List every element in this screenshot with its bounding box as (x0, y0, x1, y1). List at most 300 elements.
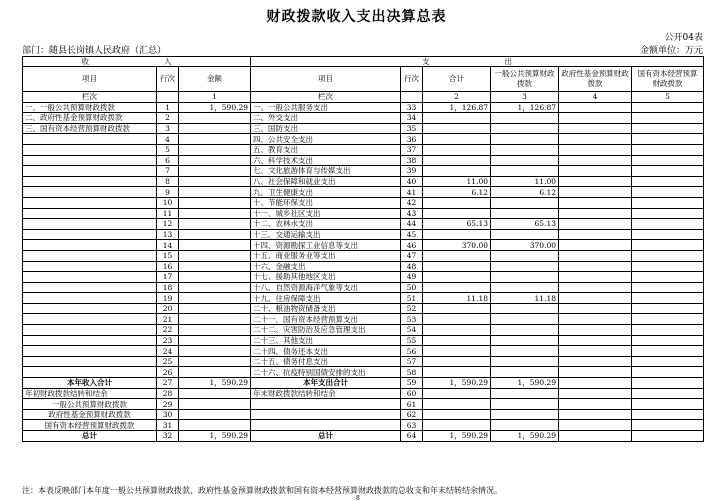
expense-fund (559, 303, 632, 314)
expense-item: 十四、资源勘探工业信息等支出 (251, 240, 401, 251)
expense-capital (632, 293, 704, 304)
footnote: 注：本表反映部门本年度一般公共预算财政拨款、政府性基金预算财政拨款和国有资本经营预算财政拨款的总收支和年末结转结余情况。 (22, 486, 502, 495)
expense-item: 十八、自然资源海洋气象等支出 (251, 282, 401, 293)
index-d: 4 (559, 92, 632, 103)
index-label2: 栏次 (251, 92, 401, 103)
expense-fund (559, 240, 632, 251)
income-item (23, 261, 157, 272)
carry-expense-capital (632, 409, 704, 420)
expense-row-no: 37 (401, 144, 423, 155)
income-amount (179, 229, 251, 240)
grand-total-general: 1，590.29 (491, 431, 559, 442)
income-item (23, 208, 157, 219)
expense-total: 11.00 (423, 176, 491, 187)
income-amount (179, 166, 251, 177)
income-row-no: 14 (157, 240, 179, 251)
expense-item: 十五、商业服务业等支出 (251, 250, 401, 261)
expense-capital (632, 282, 704, 293)
expense-total (423, 166, 491, 177)
carry-expense-row-no: 62 (401, 409, 423, 420)
expense-capital (632, 229, 704, 240)
expense-total: 1，126.87 (423, 102, 491, 113)
grand-total-label2: 总计 (251, 431, 401, 442)
expense-general: 11.18 (491, 293, 559, 304)
header-row: 行次 (157, 67, 179, 92)
expense-general (491, 303, 559, 314)
expense-general (491, 367, 559, 378)
year-total-row (23, 378, 704, 389)
carry-expense-fund (559, 420, 632, 431)
expense-row-no: 49 (401, 272, 423, 283)
income-row-no: 6 (157, 155, 179, 166)
carry-row (23, 388, 704, 399)
income-row-no: 17 (157, 272, 179, 283)
expense-fund (559, 219, 632, 230)
expense-capital (632, 113, 704, 124)
expense-fund (559, 134, 632, 145)
income-row-no: 12 (157, 219, 179, 230)
table-row (23, 134, 704, 145)
table-row (23, 250, 704, 261)
header-general: 一般公共预算财政拨款 (491, 67, 559, 92)
carry-income-item: 国有资本经营预算财政拨款 (23, 420, 157, 431)
income-row-no: 1 (157, 102, 179, 113)
expense-row-no: 56 (401, 346, 423, 357)
income-amount (179, 250, 251, 261)
carry-income-amount (179, 399, 251, 410)
carry-expense-general (491, 420, 559, 431)
income-amount (179, 176, 251, 187)
expense-general: 11.00 (491, 176, 559, 187)
carry-expense-row-no: 63 (401, 420, 423, 431)
table-row (23, 303, 704, 314)
grand-total-row (23, 431, 704, 442)
carry-expense-general (491, 388, 559, 399)
income-amount (179, 356, 251, 367)
year-expense-total-label: 本年支出合计 (251, 378, 401, 389)
expense-general (491, 113, 559, 124)
expense-item: 二十、粮油物资储备支出 (251, 303, 401, 314)
income-item (23, 240, 157, 251)
expense-item: 九、卫生健康支出 (251, 187, 401, 198)
expense-row-no: 36 (401, 134, 423, 145)
header-capital: 国有资本经营预算财政拨款 (632, 67, 704, 92)
expense-fund (559, 272, 632, 283)
expense-row-no: 55 (401, 335, 423, 346)
income-amount (179, 293, 251, 304)
income-row-no: 9 (157, 187, 179, 198)
expense-capital (632, 325, 704, 336)
expense-row-no: 41 (401, 187, 423, 198)
income-row-no: 5 (157, 144, 179, 155)
expense-total (423, 155, 491, 166)
income-row-no: 21 (157, 314, 179, 325)
income-amount (179, 240, 251, 251)
expense-row-no: 47 (401, 250, 423, 261)
income-item (23, 335, 157, 346)
income-item (23, 134, 157, 145)
carry-income-amount (179, 409, 251, 420)
expense-fund (559, 208, 632, 219)
expense-item: 二十五、债务付息支出 (251, 356, 401, 367)
expense-row-no: 46 (401, 240, 423, 251)
expense-total: 65.13 (423, 219, 491, 230)
table-row (23, 208, 704, 219)
expense-row-no: 34 (401, 113, 423, 124)
expense-item: 六、科学技术支出 (251, 155, 401, 166)
expense-capital (632, 187, 704, 198)
header-row2: 行次 (401, 67, 423, 92)
expense-total (423, 229, 491, 240)
expense-capital (632, 134, 704, 145)
grand-total-label: 总计 (23, 431, 157, 442)
expense-item: 十一、城乡社区支出 (251, 208, 401, 219)
income-amount (179, 134, 251, 145)
income-row-no: 16 (157, 261, 179, 272)
income-item (23, 303, 157, 314)
income-item (23, 155, 157, 166)
table-row (23, 102, 704, 113)
expense-item: 二十四、债务还本支出 (251, 346, 401, 357)
carry-income-amount (179, 388, 251, 399)
form-code: 公开04表 (664, 33, 703, 43)
income-row-no: 23 (157, 335, 179, 346)
carry-income-row-no: 30 (157, 409, 179, 420)
expense-general (491, 197, 559, 208)
expense-total (423, 208, 491, 219)
column-index-row (23, 92, 704, 103)
table-row (23, 197, 704, 208)
carry-income-amount (179, 420, 251, 431)
table-row (23, 293, 704, 304)
section-income: 收 入 (23, 57, 251, 67)
expense-row-no: 43 (401, 208, 423, 219)
income-item (23, 356, 157, 367)
expense-row-no: 51 (401, 293, 423, 304)
carry-expense-capital (632, 420, 704, 431)
table-row (23, 272, 704, 283)
income-amount (179, 155, 251, 166)
budget-table (22, 56, 704, 442)
expense-row-no: 54 (401, 325, 423, 336)
carry-row (23, 409, 704, 420)
carry-expense-general (491, 399, 559, 410)
income-amount (179, 335, 251, 346)
expense-capital (632, 197, 704, 208)
expense-capital (632, 250, 704, 261)
grand-total-capital (632, 431, 704, 442)
expense-row-no: 42 (401, 197, 423, 208)
carry-income-row-no: 29 (157, 399, 179, 410)
expense-fund (559, 282, 632, 293)
expense-fund (559, 293, 632, 304)
income-item (23, 272, 157, 283)
header-item2: 项目 (251, 67, 401, 92)
expense-capital (632, 155, 704, 166)
carry-expense-fund (559, 388, 632, 399)
table-row (23, 261, 704, 272)
expense-fund (559, 250, 632, 261)
expense-total (423, 197, 491, 208)
income-amount (179, 303, 251, 314)
carry-row (23, 399, 704, 410)
income-amount (179, 282, 251, 293)
income-item (23, 187, 157, 198)
carry-income-item: 一般公共预算财政拨款 (23, 399, 157, 410)
expense-fund (559, 187, 632, 198)
expense-capital (632, 367, 704, 378)
expense-item: 十二、农林水支出 (251, 219, 401, 230)
table-row (23, 187, 704, 198)
expense-capital (632, 303, 704, 314)
income-item (23, 229, 157, 240)
expense-row-no: 58 (401, 367, 423, 378)
expense-fund (559, 197, 632, 208)
carry-expense-capital (632, 399, 704, 410)
grand-total-amount: 1，590.29 (179, 431, 251, 442)
expense-fund (559, 367, 632, 378)
header-item: 项目 (23, 67, 157, 92)
income-amount (179, 261, 251, 272)
expense-total (423, 346, 491, 357)
expense-row-no: 48 (401, 261, 423, 272)
expense-capital (632, 261, 704, 272)
income-row-no: 15 (157, 250, 179, 261)
page-number: 8 (356, 495, 360, 502)
income-amount (179, 208, 251, 219)
expense-row-no: 45 (401, 229, 423, 240)
income-row-no: 22 (157, 325, 179, 336)
carry-expense-fund (559, 409, 632, 420)
expense-item: 二十六、抗疫特别国债安排的支出 (251, 367, 401, 378)
expense-total (423, 303, 491, 314)
expense-general: 65.13 (491, 219, 559, 230)
income-item (23, 346, 157, 357)
expense-general (491, 335, 559, 346)
expense-fund (559, 314, 632, 325)
expense-fund (559, 229, 632, 240)
expense-total (423, 144, 491, 155)
table-row (23, 176, 704, 187)
expense-fund (559, 166, 632, 177)
index-empty2 (401, 92, 423, 103)
expense-capital (632, 123, 704, 134)
grand-total-fund (559, 431, 632, 442)
expense-item: 一、一般公共服务支出 (251, 102, 401, 113)
index-e: 5 (632, 92, 704, 103)
expense-total (423, 261, 491, 272)
income-row-no: 13 (157, 229, 179, 240)
income-amount (179, 113, 251, 124)
expense-fund (559, 102, 632, 113)
income-row-no: 11 (157, 208, 179, 219)
table-row (23, 356, 704, 367)
expense-capital (632, 314, 704, 325)
expense-item: 十、节能环保支出 (251, 197, 401, 208)
expense-capital (632, 102, 704, 113)
expense-general (491, 155, 559, 166)
index-label: 栏次 (23, 92, 157, 103)
expense-fund (559, 356, 632, 367)
income-item (23, 166, 157, 177)
expense-item: 二十三、其他支出 (251, 335, 401, 346)
column-header-row (23, 67, 704, 92)
income-row-no: 25 (157, 356, 179, 367)
carry-expense-total (423, 420, 491, 431)
income-item (23, 176, 157, 187)
expense-item: 二十二、灾害防治及应急管理支出 (251, 325, 401, 336)
income-row-no: 7 (157, 166, 179, 177)
expense-row-no: 39 (401, 166, 423, 177)
income-row-no: 3 (157, 123, 179, 134)
carry-income-row-no: 28 (157, 388, 179, 399)
expense-capital (632, 240, 704, 251)
income-item (23, 250, 157, 261)
expense-item: 三、国防支出 (251, 123, 401, 134)
page-title: 财政拨款收入支出决算总表 (266, 9, 447, 25)
expense-item: 十三、交通运输支出 (251, 229, 401, 240)
expense-item: 十七、援助其他地区支出 (251, 272, 401, 283)
carry-expense-item: 年末财政拨款结转和结余 (251, 388, 401, 399)
expense-general (491, 272, 559, 283)
income-amount (179, 197, 251, 208)
table-row (23, 325, 704, 336)
income-row-no: 10 (157, 197, 179, 208)
expense-total: 6.12 (423, 187, 491, 198)
carry-income-item: 年初财政拨款结转和结余 (23, 388, 157, 399)
carry-expense-item (251, 399, 401, 410)
expense-row-no: 57 (401, 356, 423, 367)
expense-total (423, 134, 491, 145)
expense-general: 6.12 (491, 187, 559, 198)
table-row (23, 229, 704, 240)
expense-total (423, 113, 491, 124)
expense-general (491, 229, 559, 240)
expense-general (491, 123, 559, 134)
expense-general (491, 134, 559, 145)
carry-expense-total (423, 388, 491, 399)
header-amount: 金额 (179, 67, 251, 92)
income-row-no: 8 (157, 176, 179, 187)
table-row (23, 367, 704, 378)
expense-item: 四、公共安全支出 (251, 134, 401, 145)
income-item (23, 144, 157, 155)
expense-row-no: 38 (401, 155, 423, 166)
expense-item: 十九、住房保障支出 (251, 293, 401, 304)
income-row-no: 4 (157, 134, 179, 145)
table-row (23, 155, 704, 166)
income-item: 三、国有资本经营预算财政拨款 (23, 123, 157, 134)
year-expense-total-capital (632, 378, 704, 389)
expense-general (491, 314, 559, 325)
income-item (23, 282, 157, 293)
index-b: 2 (423, 92, 491, 103)
expense-capital (632, 208, 704, 219)
header-fund: 政府性基金预算财政拨款 (559, 67, 632, 92)
income-amount (179, 346, 251, 357)
expense-total: 370.00 (423, 240, 491, 251)
expense-fund (559, 144, 632, 155)
income-item (23, 197, 157, 208)
carry-expense-capital (632, 388, 704, 399)
header-total: 合计 (423, 67, 491, 92)
income-row-no: 19 (157, 293, 179, 304)
expense-general: 1，126.87 (491, 102, 559, 113)
income-row-no: 20 (157, 303, 179, 314)
expense-capital (632, 219, 704, 230)
expense-item: 七、文化旅游体育与传媒支出 (251, 166, 401, 177)
income-item (23, 314, 157, 325)
expense-general (491, 250, 559, 261)
table-row (23, 282, 704, 293)
income-item (23, 325, 157, 336)
expense-item: 十六、金融支出 (251, 261, 401, 272)
income-item (23, 293, 157, 304)
expense-row-no: 40 (401, 176, 423, 187)
expense-capital (632, 166, 704, 177)
expense-general (491, 356, 559, 367)
expense-general (491, 346, 559, 357)
income-amount (179, 219, 251, 230)
year-expense-total-row-no: 59 (401, 378, 423, 389)
expense-general (491, 208, 559, 219)
index-c: 3 (491, 92, 559, 103)
income-row-no: 18 (157, 282, 179, 293)
expense-general (491, 261, 559, 272)
carry-row (23, 420, 704, 431)
carry-income-row-no: 31 (157, 420, 179, 431)
expense-total (423, 123, 491, 134)
carry-expense-item (251, 409, 401, 420)
expense-capital (632, 346, 704, 357)
table-row (23, 240, 704, 251)
expense-fund (559, 113, 632, 124)
expense-fund (559, 325, 632, 336)
expense-general (491, 144, 559, 155)
table-row (23, 335, 704, 346)
expense-total (423, 367, 491, 378)
expense-fund (559, 346, 632, 357)
expense-item: 五、教育支出 (251, 144, 401, 155)
income-item (23, 219, 157, 230)
expense-fund (559, 176, 632, 187)
expense-capital (632, 272, 704, 283)
expense-row-no: 35 (401, 123, 423, 134)
carry-expense-general (491, 409, 559, 420)
department-label: 部门：随县长岗镇人民政府（汇总） (22, 46, 167, 56)
income-row-no: 24 (157, 346, 179, 357)
carry-expense-item (251, 420, 401, 431)
expense-total (423, 314, 491, 325)
grand-total-row-no2: 64 (401, 431, 423, 442)
expense-fund (559, 123, 632, 134)
grand-total-total: 1，590.29 (423, 431, 491, 442)
carry-expense-total (423, 409, 491, 420)
expense-capital (632, 176, 704, 187)
table-row (23, 314, 704, 325)
expense-row-no: 33 (401, 102, 423, 113)
income-amount (179, 325, 251, 336)
carry-expense-row-no: 61 (401, 399, 423, 410)
income-row-no: 26 (157, 367, 179, 378)
year-income-total-label: 本年收入合计 (23, 378, 157, 389)
expense-capital (632, 144, 704, 155)
expense-row-no: 50 (401, 282, 423, 293)
section-expense: 支 出 (251, 57, 704, 67)
expense-total (423, 272, 491, 283)
year-income-total-row-no: 27 (157, 378, 179, 389)
expense-item: 二、外交支出 (251, 113, 401, 124)
